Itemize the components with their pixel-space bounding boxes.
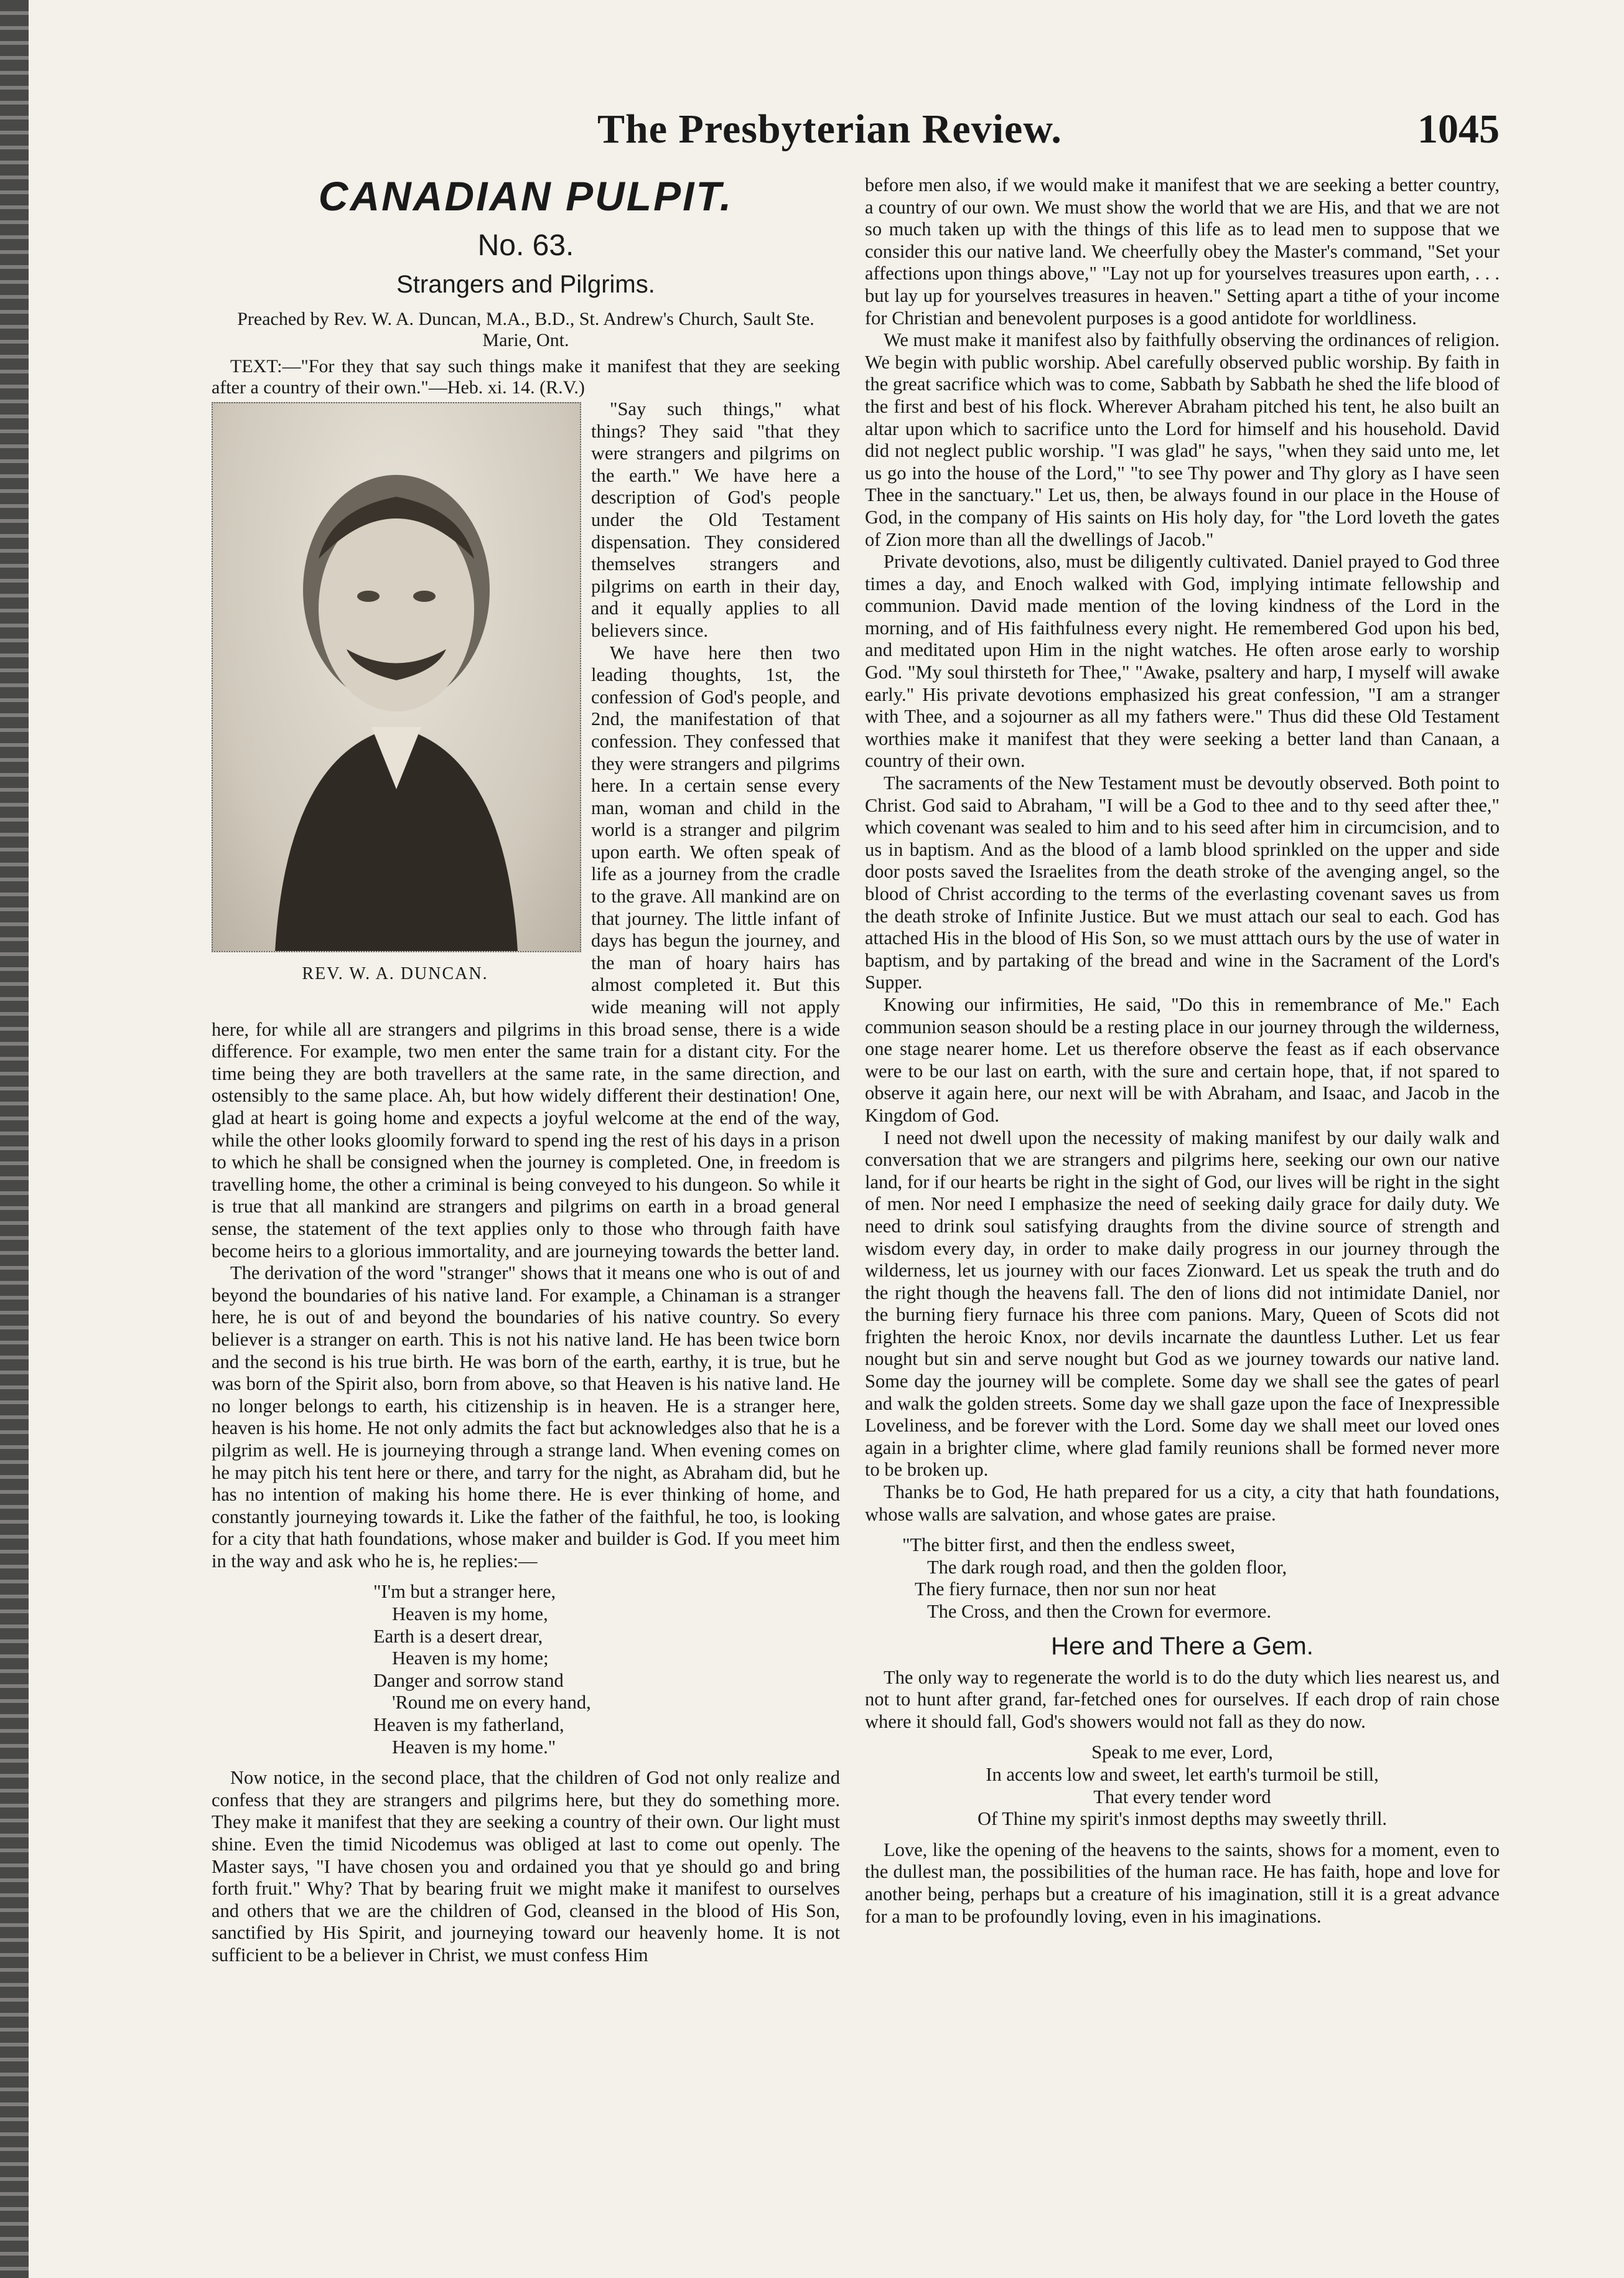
portrait-image (212, 402, 581, 952)
paragraph: The derivation of the word "stranger" shows that it means one who is out of and beyond the boundaries of his native land. For example, a Chinaman is a stranger here, he is out of and beyond the boundaries of his native country. So every believer is a stranger on earth. This is not his native land. He has been twice born and the second is his true birth. He was born of the earth, earthy, it is true, but he was born of the Spirit also, born from above, so that Heaven is his native land. He no longer belongs to earth, his citizenship is in heaven. He is a stranger here, heaven is his home. He not only admits the fact but acknowledges also that he is a pilgrim as well. He is journeying through a strange land. When evening comes on he may pitch his tent here or there, and tarry for the night, as Abraham did, but he has no intention of making his home there. He is ever thinking of home, and constantly journeying towards it. Like the father of the faithful, he too, is looking for a city that hath foundations, whose maker and builder is God. If you meet him in the way and ask who he is, he replies:— (212, 1262, 840, 1572)
section-title: CANADIAN PULPIT. (318, 173, 734, 219)
sermon-byline: Preached by Rev. W. A. Duncan, M.A., B.D., St. Andrew's Church, Sault Ste. Marie, Ont. (237, 309, 814, 350)
paragraph: The sacraments of the New Testament must be devoutly observed. Both point to Christ. God said to Abraham, "I will be a God to thee and to thy seed after thee," which covenant was sealed to him and to his seed after him in circumcision, and to us in baptism. And as the blood of a lamb blood sprinkled on the upper and side door posts saved the Israelites from the death stroke of the avenging angel, so the blood of Christ according to the terms of the everlasting covenant saves us from the death stroke of Infinite Justice. But we must attach our seal to each. God has attached His in the blood of His Son, so we must atttach ours by the use of water in baptism, and by partaking of the bread and wine in the Sacrament of the Lord's Supper. (865, 772, 1500, 993)
verse-line: In accents low and sweet, let earth's turmoil be still, (986, 1763, 1379, 1785)
sermon-number: No. 63. (477, 229, 574, 262)
verse-line: Speak to me ever, Lord, (1091, 1741, 1273, 1763)
binding-edge (0, 0, 29, 2278)
page-number: 1045 (1417, 106, 1500, 152)
verse-line: Heaven is my home." (392, 1736, 556, 1758)
gem-verse (865, 1741, 1500, 1830)
page-header (212, 100, 1500, 156)
verse-line: Danger and sorrow stand (373, 1669, 564, 1691)
portrait-figure (212, 402, 579, 1000)
verse-line: Earth is a desert drear, (373, 1625, 543, 1647)
paragraph: Private devotions, also, must be diligently cultivated. Daniel prayed to God three times a day, and Enoch walked with God, implying intimate fellowship and communion. David made mention of the loving kindness of the Lord in the morning, and of His faithfulness every night. He remembered God upon his bed, and meditated upon Him in the night watches. He often arose early to worship God. "My soul thirsteth for Thee," "Awake, psaltery and harp, I myself will awake early." His private devotions emphasized his great confession, "I am a stranger with Thee, and a sojourner as all my fathers were." Thus did these Old Testament worthies make it manifest that they were seeking a better land than Canaan, a country of their own. (865, 551, 1500, 772)
paragraph: The only way to regenerate the world is to do the duty which lies nearest us, and not to hunt after grand, far-fetched ones for ourselves. If each drop of rain chose where it should fall, God's showers would not fall as they do now. (865, 1666, 1500, 1732)
paragraph: before men also, if we would make it manifest that we are seeking a better country, a country of our own. We must show the world that we are His, and that we are not so much taken up with the things of this life as to lead men to suppose that we consider this our native land. We cheerfully obey the Master's command, "Set your affections upon things above," "Lay not up for yourselves treasures upon earth, . . . but lay up for yourselves treasures in heaven." Setting apart a tithe of your income for Christian and benevolent purposes is a good antidote for worldliness. (865, 174, 1500, 329)
paragraph: I need not dwell upon the necessity of making manifest by our daily walk and conversation that we are strangers and pilgrims here, seeking our own our native land, for if our hearts be right in the sight of God, our lives will be right in the sight of men. Nor need I emphasize the need of seeking daily grace for daily duty. We need to drink soul satisfying draughts from the divine source of strength and wisdom every day, in order to make daily progress in our journey through the wilderness, let us journey with our faces Zionward. Let us speak the truth and do the right though the heavens fall. The den of lions did not intimidate Daniel, nor the burning fiery furnace his three com panions. Mary, Queen of Scots did not frighten the heroic Knox, nor devils incarnate the dauntless Luther. Let us fear nought but sin and serve nought but God as we journey towards our native land. Some day the journey will be complete. Some day we shall see the gates of pearl and walk the golden streets. Some day we shall gaze upon the face of Inexpressible Loveliness, and be forever with the Lord. Some day we shall meet our loved ones again in a brighter clime, where glad family reunions shall be formed never more to be broken up. (865, 1127, 1500, 1481)
sermon-text-citation: TEXT:—"For they that say such things make it manifest that they are seeking after a country of their own."—Heb. xi. 14. (R.V.) (212, 356, 840, 398)
paragraph: Love, like the opening of the heavens to the saints, shows for a moment, even to the dullest man, the possibilities of the human race. He has faith, hope and love for another being, perhaps but a creature of his imagination, still it is a great advance for a man to be profoundly loving, even in his imaginations. (865, 1839, 1500, 1927)
verse-line: The fiery furnace, then nor sun nor heat (915, 1578, 1216, 1600)
hymn-verse (212, 1581, 840, 1758)
verse-line: The dark rough road, and then the golden floor, (927, 1556, 1287, 1578)
paragraph: We must make it manifest also by faithfully observing the ordinances of religion. We begin with public worship. Abel carefully observed public worship. By faith in the great sacrifice which was to come, Sabbath by Sabbath he shed the life blood of the first and best of his flock. Wherever Abraham pitched his tent, he also built an altar upon which to sacrifice unto the Lord for himself and his household. David did not neglect public worship. "I was glad" he says, "when they said unto me, let us go into the house of the Lord," "to see Thy power and Thy glory as I have seen Thee in the sanctuary." Let us, then, be always found in our place in the House of God, in the company of His saints on His holy day, for "the Lord loveth the gates of Zion more than all the dwellings of Jacob." (865, 329, 1500, 550)
verse-line: That every tender word (1093, 1786, 1271, 1807)
verse-line: The Cross, and then the Crown for evermore. (927, 1601, 1272, 1622)
paragraph: Thanks be to God, He hath prepared for us a city, a city that hath foundations, whose walls are salvation, and whose gates are praise. (865, 1481, 1500, 1525)
right-column (865, 174, 1500, 1928)
paragraph: We have here then two leading thoughts, 1st, the confession of God's people, and 2nd, the manifestation of that confession. They confessed that they were strangers and pilgrims here. In a certain sense every man, woman and child in the world is a stranger and pilgrim upon earth. We often speak of life as a journey from the cradle to the grave. All mankind are on that journey. The little infant of days has begun the journey, and the man of hoary hairs has almost completed it. But this wide meaning will not apply here, for while all are strangers and pilgrims in this broad sense, there is a wide difference. For example, two men enter the same train for a distant city. For the time being they are both travellers at the same rate, in the same direction, and ostensibly to the same place. Ah, but how widely different their destination! One, glad at heart is going home and expects a joyful welcome at the end of the way, while the other looks gloomily forward to spend ing the rest of his days in a prison to which he shall be consigned when the journey is completed. One, in freedom is travelling home, the other a criminal is being conveyed to his dungeon. So while it is true that all mankind are strangers and pilgrims on earth in a broad general sense, the statement of the text applies only to those who through faith have become heirs to a glorious immortality, and are journeying towards the better land. (212, 642, 840, 1262)
publication-title: The Presbyterian Review. (597, 106, 1062, 152)
verse-line: Heaven is my fatherland, (373, 1714, 564, 1736)
verse-line: 'Round me on every hand, (392, 1692, 591, 1713)
verse-line: "The bitter first, and then the endless sweet, (902, 1534, 1236, 1556)
gem-section-title: Here and There a Gem. (1051, 1632, 1314, 1660)
verse-line: Heaven is my home, (392, 1603, 548, 1625)
left-column (212, 174, 840, 1967)
portrait-engraving (213, 403, 580, 951)
verse-line: Heaven is my home; (392, 1648, 549, 1669)
verse-line: "I'm but a stranger here, (373, 1581, 556, 1603)
verse-line: Of Thine my spirit's inmost depths may sweetly thrill. (977, 1808, 1388, 1830)
paragraph: "Say such things," what things? They said "that they were strangers and pilgrims on the earth." We have here a description of God's people under the Old Testament dispensation. They considered themselves strangers and pilgrims on earth in their day, and it equally applies to all believers since. (591, 398, 840, 641)
paragraph: Knowing our infirmities, He said, "Do this in remembrance of Me." Each communion season should be a resting place in our journey through the wilderness, one stage nearer home. Let us therefore observe the feast as if each observance were to be our last on earth, with the sure and certain hope, that, if not spared to observe it again here, our next will be with Abraham, and Isaac, and Jacob in the Kingdom of God. (865, 993, 1500, 1126)
portrait-caption: REV. W. A. DUNCAN. (302, 964, 488, 983)
sermon-title: Strangers and Pilgrims. (396, 271, 655, 298)
closing-verse (865, 1534, 1500, 1623)
paragraph: Now notice, in the second place, that the children of God not only realize and confess that they are strangers and pilgrims here, but they do something more. They make it manifest that they are seeking a country of their own. Our light must shine. Even the timid Nicodemus was obliged at last to come out openly. The Master says, "I have chosen you and ordained you that ye should go and bring forth fruit." Why? That by bearing fruit we might make it manifest to ourselves and others that we are the children of God, cleansed in the blood of His Son, sanctified by His Spirit, and journeying toward our heavenly home. It is not sufficient to be a believer in Christ, we must confess Him (212, 1767, 840, 1966)
